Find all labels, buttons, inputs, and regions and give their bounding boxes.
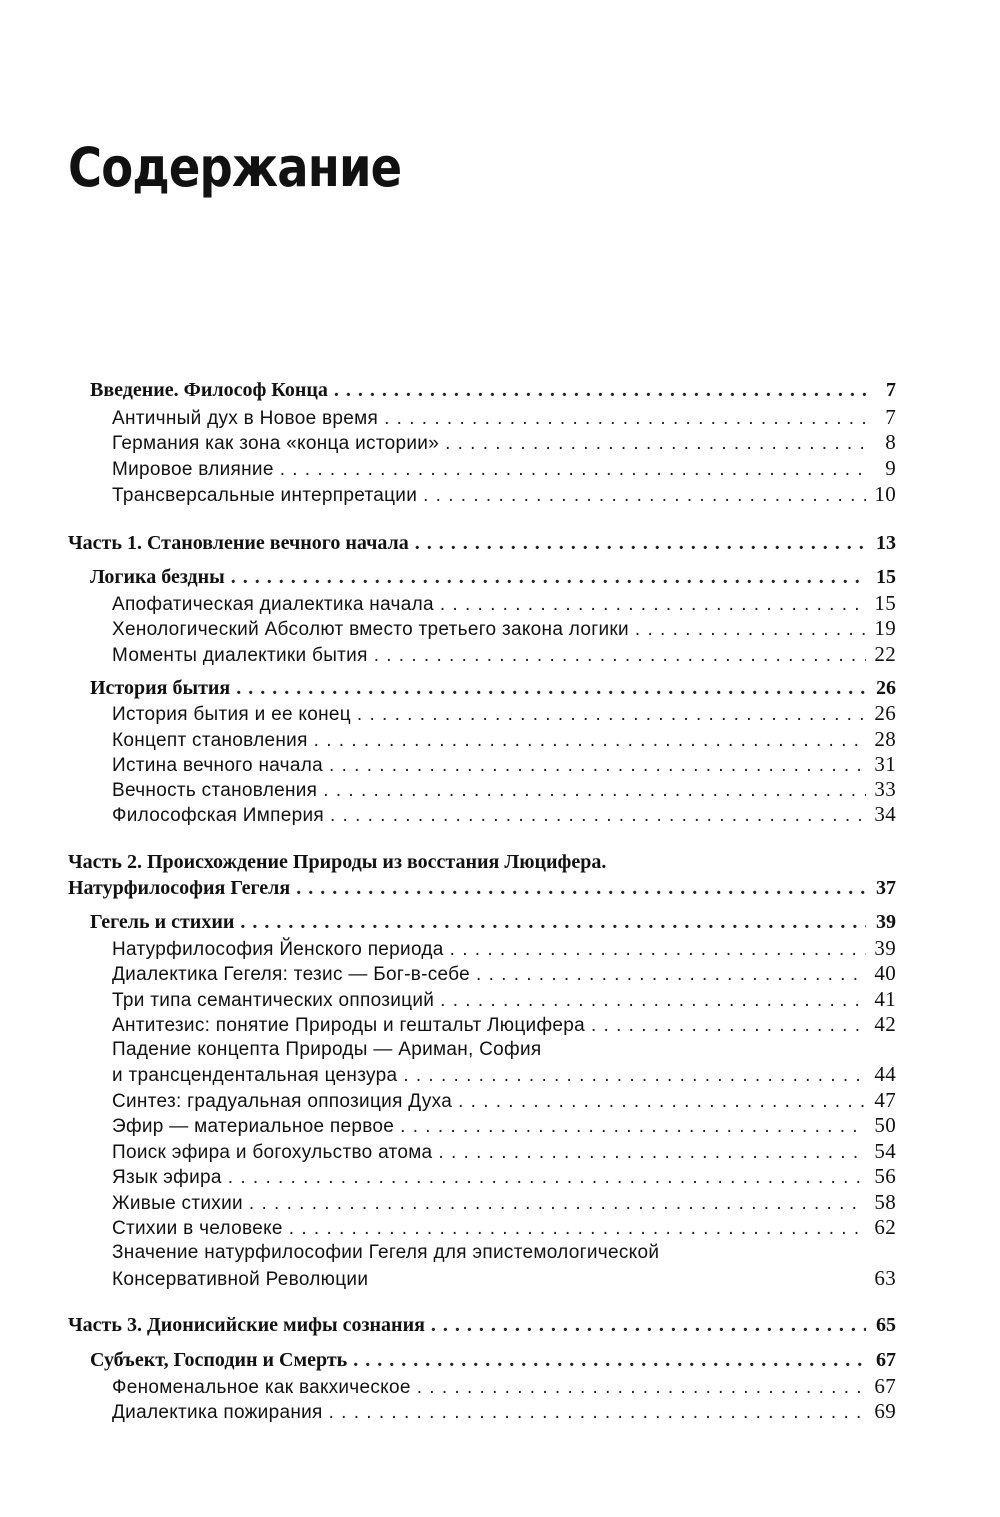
toc-page-number: 15 xyxy=(874,591,896,615)
toc-item[interactable] xyxy=(112,987,896,1013)
toc-item[interactable] xyxy=(112,1266,896,1292)
dot-leader xyxy=(374,643,866,668)
toc-item[interactable] xyxy=(112,936,896,962)
dot-leader xyxy=(330,803,866,828)
toc-page-number: 13 xyxy=(876,532,896,554)
toc-item[interactable] xyxy=(112,777,896,803)
toc-label: Феноменальное как вакхическое xyxy=(112,1377,411,1398)
toc-item[interactable] xyxy=(112,1012,896,1038)
toc-page-number: 40 xyxy=(874,961,896,985)
toc-item[interactable] xyxy=(112,1399,896,1425)
toc-label: Философская Империя xyxy=(112,805,324,826)
dot-leader xyxy=(591,1013,866,1038)
toc-item[interactable] xyxy=(112,1088,896,1114)
dot-leader xyxy=(403,1063,866,1088)
dot-leader xyxy=(384,406,866,431)
toc-page-number: 56 xyxy=(874,1164,896,1188)
toc-label: Часть 1. Становление вечного начала xyxy=(68,532,409,554)
toc-item[interactable] xyxy=(112,727,896,753)
toc-label: Натурфилософия Йенского периода xyxy=(112,939,444,960)
dot-leader xyxy=(450,937,866,962)
toc-item[interactable] xyxy=(112,701,896,727)
toc-page-number: 26 xyxy=(874,701,896,725)
toc-item[interactable] xyxy=(112,1215,896,1241)
toc-label: Апофатическая диалектика начала xyxy=(112,594,434,615)
toc-item[interactable] xyxy=(112,482,896,508)
toc-item-line1[interactable]: Значение натурфилософии Гегеля для эпистемологической xyxy=(112,1242,660,1263)
toc-page-number: 15 xyxy=(876,566,896,588)
dot-leader xyxy=(357,702,866,727)
toc-page-number: 22 xyxy=(874,642,896,666)
toc-part-3[interactable] xyxy=(68,1313,896,1338)
toc-item-line1[interactable]: Падение концепта Природы — Ариман, София xyxy=(112,1039,542,1060)
toc-page-number: 44 xyxy=(874,1062,896,1086)
toc-item[interactable] xyxy=(112,1190,896,1216)
toc-part-2-line1[interactable]: Часть 2. Происхождение Природы из восстания Люцифера. xyxy=(68,851,607,873)
toc-label: Синтез: градуальная оппозиция Духа xyxy=(112,1091,453,1112)
toc-label: Эфир — материальное первое xyxy=(112,1116,395,1137)
toc-label: Моменты диалектики бытия xyxy=(112,645,368,666)
toc-intro[interactable] xyxy=(90,378,896,403)
toc-chapter[interactable] xyxy=(90,910,896,935)
dot-leader xyxy=(228,1165,866,1190)
toc-label: Гегель и стихии xyxy=(90,911,235,933)
toc-label: Стихии в человеке xyxy=(112,1218,283,1239)
toc-page-number: 39 xyxy=(874,936,896,960)
toc-label: Консервативной Революции xyxy=(112,1269,369,1290)
toc-label: Вечность становления xyxy=(112,780,318,801)
toc-label: Живые стихии xyxy=(112,1193,243,1214)
dot-leader xyxy=(249,1191,866,1216)
page-title: Содержание xyxy=(68,136,402,199)
toc-page-number: 37 xyxy=(876,877,896,899)
dot-leader xyxy=(445,431,866,456)
toc-label: Часть 3. Дионисийские мифы сознания xyxy=(68,1314,425,1336)
toc-item[interactable] xyxy=(112,616,896,642)
toc-item[interactable] xyxy=(112,961,896,987)
dot-leader xyxy=(440,592,866,617)
toc-page-number: 42 xyxy=(874,1012,896,1036)
dot-leader xyxy=(417,1375,866,1400)
toc-item[interactable] xyxy=(112,456,896,482)
toc-page-number: 67 xyxy=(874,1374,896,1398)
toc-label: Диалектика Гегеля: тезис — Бог-в-себе xyxy=(112,964,471,985)
dot-leader xyxy=(329,1400,866,1425)
toc-page-number: 41 xyxy=(874,987,896,1011)
toc-page-number: 58 xyxy=(874,1190,896,1214)
toc-label: Хенологический Абсолют вместо третьего закона логики xyxy=(112,619,629,640)
dot-leader xyxy=(296,876,866,901)
toc-item[interactable] xyxy=(112,752,896,778)
toc-page-number: 7 xyxy=(885,405,896,429)
dot-leader xyxy=(635,617,866,642)
toc-page-number: 33 xyxy=(874,777,896,801)
dot-leader xyxy=(323,778,866,803)
dot-leader xyxy=(423,483,866,508)
toc-label: Язык эфира xyxy=(112,1167,222,1188)
toc-item[interactable] xyxy=(112,1164,896,1190)
toc-label: Германия как зона «конца истории» xyxy=(112,433,440,454)
dot-leader xyxy=(440,988,866,1013)
toc-chapter[interactable] xyxy=(90,676,896,701)
dot-leader xyxy=(334,378,866,403)
toc-page-number: 69 xyxy=(874,1399,896,1423)
toc-label: Диалектика пожирания xyxy=(112,1402,323,1423)
toc-page-number: 8 xyxy=(885,430,896,454)
toc-page-number: 39 xyxy=(876,911,896,933)
dot-leader xyxy=(415,531,866,556)
toc-page-number: 19 xyxy=(874,616,896,640)
toc-page-number: 31 xyxy=(874,752,896,776)
toc-chapter[interactable] xyxy=(90,565,896,590)
toc-page-number: 54 xyxy=(874,1139,896,1163)
dot-leader xyxy=(240,910,866,935)
dot-leader xyxy=(231,565,866,590)
toc-item[interactable] xyxy=(112,802,896,828)
toc-item[interactable] xyxy=(112,1374,896,1400)
toc-label: История бытия xyxy=(90,677,231,699)
toc-item[interactable] xyxy=(112,405,896,431)
toc-label: Три типа семантических оппозиций xyxy=(112,990,435,1011)
toc-label: Античный дух в Новое время xyxy=(112,408,379,429)
dot-leader xyxy=(329,753,866,778)
dot-leader xyxy=(431,1313,866,1338)
toc-page-number: 9 xyxy=(885,456,896,480)
toc-chapter[interactable] xyxy=(90,1348,896,1373)
toc-label: Концепт становления xyxy=(112,730,308,751)
toc-page-number: 28 xyxy=(874,727,896,751)
toc-item[interactable] xyxy=(112,1139,896,1165)
toc-page-number: 65 xyxy=(876,1314,896,1336)
toc-page-number: 26 xyxy=(876,677,896,699)
toc-page-number: 10 xyxy=(874,482,896,506)
toc-label: Натурфилософия Гегеля xyxy=(68,877,291,899)
dot-leader xyxy=(400,1114,866,1139)
toc-part-1[interactable] xyxy=(68,531,896,556)
toc-label: Антитезис: понятие Природы и гештальт Люцифера xyxy=(112,1015,585,1036)
toc-item[interactable] xyxy=(112,1113,896,1139)
dot-leader xyxy=(353,1348,866,1373)
toc-item[interactable] xyxy=(112,430,896,456)
toc-page-number: 63 xyxy=(874,1266,896,1290)
toc-label: История бытия и ее конец xyxy=(112,704,351,725)
toc-label: Логика бездны xyxy=(90,566,225,588)
dot-leader xyxy=(280,457,866,482)
dot-leader xyxy=(458,1089,866,1114)
toc-label: Субъект, Господин и Смерть xyxy=(90,1349,348,1371)
toc-page-number: 62 xyxy=(874,1215,896,1239)
toc-item[interactable] xyxy=(112,591,896,617)
dot-leader xyxy=(289,1216,866,1241)
toc-label: Трансверсальные интерпретации xyxy=(112,485,418,506)
toc-label: Мировое влияние xyxy=(112,459,274,480)
toc-label: Истина вечного начала xyxy=(112,755,324,776)
toc-page-number: 67 xyxy=(876,1349,896,1371)
toc-label: Поиск эфира и богохульство атома xyxy=(112,1142,433,1163)
dot-leader xyxy=(438,1140,866,1165)
toc-item[interactable] xyxy=(112,1062,896,1088)
dot-leader xyxy=(314,728,866,753)
dot-leader xyxy=(476,962,866,987)
toc-label: Введение. Философ Конца xyxy=(90,379,328,401)
toc-item[interactable] xyxy=(112,642,896,668)
toc-label: и трансцендентальная цензура xyxy=(112,1065,398,1086)
toc-page-number: 34 xyxy=(874,802,896,826)
toc-page-number: 7 xyxy=(886,379,896,401)
toc-part-2[interactable] xyxy=(68,876,896,901)
toc-page-number: 47 xyxy=(874,1088,896,1112)
dot-leader xyxy=(236,676,866,701)
toc-page-number: 50 xyxy=(874,1113,896,1137)
